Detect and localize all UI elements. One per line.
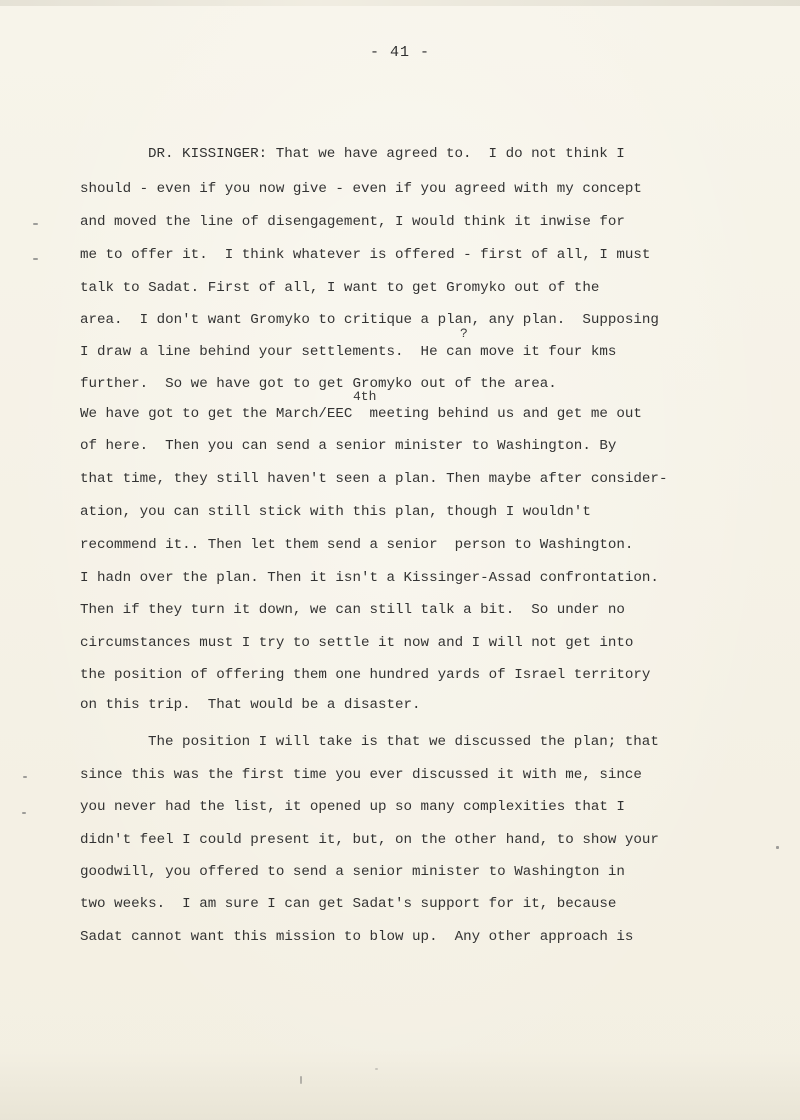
text-line: me to offer it. I think whatever is offered - first of all, I must (80, 247, 651, 263)
text-line: the position of offering them one hundred yards of Israel territory (80, 667, 651, 683)
text-line: DR. KISSINGER: That we have agreed to. I do not think I (148, 146, 625, 162)
text-line: two weeks. I am sure I can get Sadat's support for it, because (80, 896, 617, 912)
margin-speck (22, 812, 26, 814)
text-line: talk to Sadat. First of all, I want to get Gromyko out of the (80, 280, 600, 296)
text-line: Then if they turn it down, we can still talk a bit. So under no (80, 602, 625, 618)
text-line: since this was the first time you ever discussed it with me, since (80, 767, 642, 783)
text-line: of here. Then you can send a senior minister to Washington. By (80, 438, 617, 454)
margin-speck (33, 258, 38, 260)
text-line: on this trip. That would be a disaster. (80, 697, 421, 713)
text-line: further. So we have got to get Gromyko out of the area. (80, 376, 557, 392)
text-line: should - even if you now give - even if you agreed with my concept (80, 181, 642, 197)
fourth-annotation: 4th (353, 389, 377, 404)
text-line: area. I don't want Gromyko to critique a plan, any plan. Supposing (80, 312, 659, 328)
text-line: Sadat cannot want this mission to blow up. Any other approach is (80, 929, 634, 945)
text-line: didn't feel I could present it, but, on the other hand, to show your (80, 832, 659, 848)
text-line: recommend it.. Then let them send a senior person to Washington. (80, 537, 634, 553)
text-line: circumstances must I try to settle it now and I will not get into (80, 635, 634, 651)
page-top-edge (0, 0, 800, 6)
text-line: ation, you can still stick with this plan, though I wouldn't (80, 504, 591, 520)
text-line: goodwill, you offered to send a senior minister to Washington in (80, 864, 625, 880)
text-line: We have got to get the March/EEC meeting behind us and get me out (80, 406, 642, 422)
question-mark-annotation: ? (460, 326, 468, 341)
text-line: I draw a line behind your settlements. He can move it four kms (80, 344, 617, 360)
text-line: The position I will take is that we discussed the plan; that (148, 734, 659, 750)
text-line: I hadn over the plan. Then it isn't a Kissinger-Assad confrontation. (80, 570, 659, 586)
page-number: - 41 - (369, 44, 430, 61)
margin-speck (23, 776, 27, 778)
text-line: and moved the line of disengagement, I would think it inwise for (80, 214, 625, 230)
text-line: you never had the list, it opened up so many complexities that I (80, 799, 625, 815)
page-bottom-shading (0, 1050, 800, 1120)
margin-speck (33, 223, 38, 225)
text-line: that time, they still haven't seen a plan. Then maybe after consider- (80, 471, 668, 487)
margin-speck (776, 846, 779, 849)
